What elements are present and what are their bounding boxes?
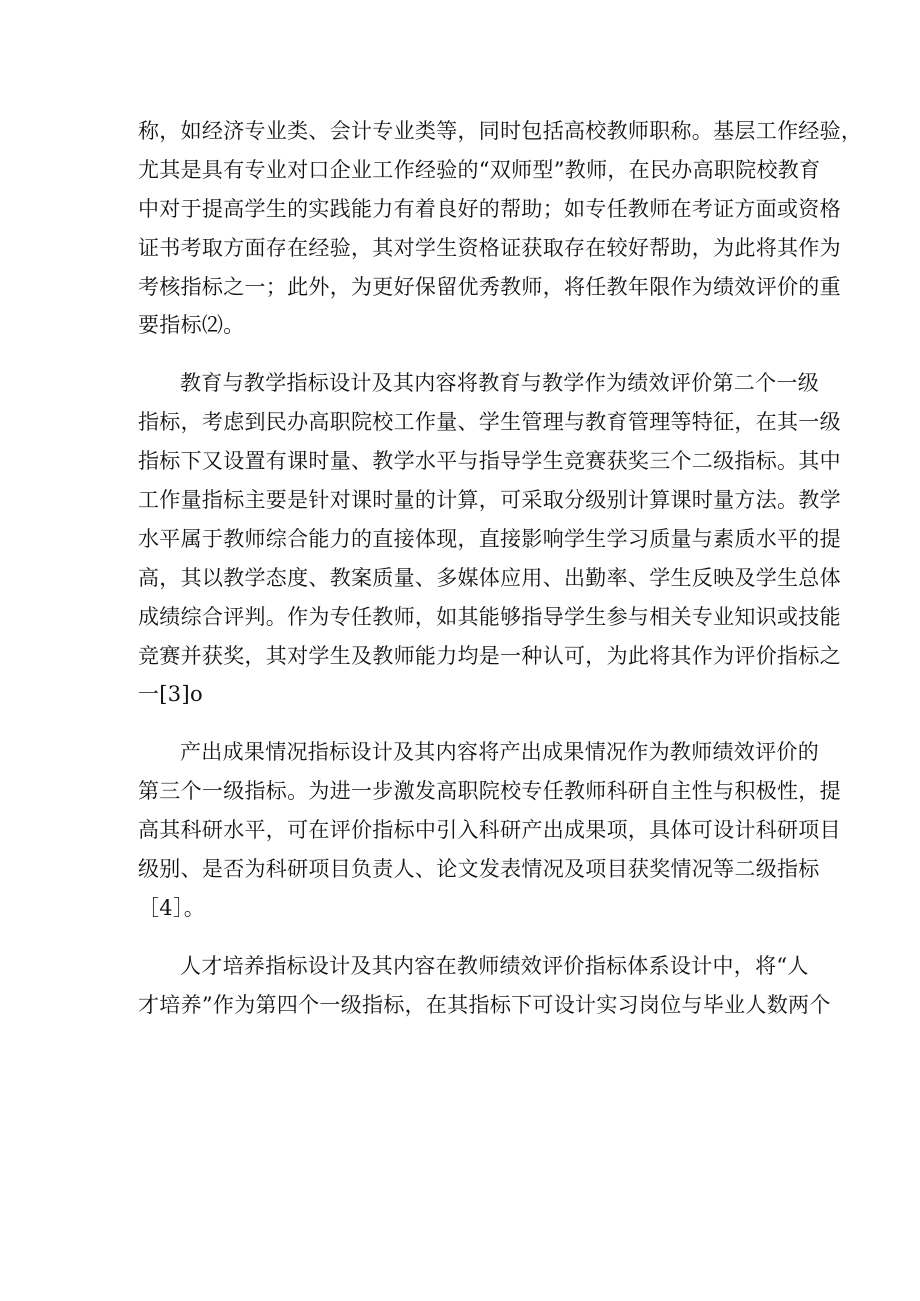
text-line: 要指标⑵。 <box>138 313 245 338</box>
text-line: 工作量指标主要是针对课时量的计算，可采取分级别计算课时量方法。教学 <box>138 488 841 513</box>
text-line: 第三个一级指标。为进一步激发高职院校专任教师科研自主性与积极性，提 <box>138 779 841 804</box>
body-text <box>138 112 863 1044</box>
paragraph-4 <box>138 947 831 1025</box>
text-line: 称，如经济专业类、会计专业类等，同时包括高校教师职称。基层工作经验， <box>138 119 863 143</box>
text-line: 才培养”作为第四个一级指标，在其指标下可设计实习岗位与毕业人数两个 <box>138 992 831 1017</box>
text-line: 一[3]o <box>138 682 203 707</box>
text-line: ［4］。 <box>138 895 206 920</box>
text-line: 指标，考虑到民办高职院校工作量、学生管理与教育管理等特征，在其一级 <box>138 410 841 435</box>
text-line: 中对于提高学生的实践能力有着良好的帮助；如专任教师在考证方面或资格 <box>138 196 841 221</box>
text-line: 人才培养指标设计及其内容在教师绩效评价指标体系设计中，将“人 <box>180 953 809 978</box>
text-line: 水平属于教师综合能力的直接体现，直接影响学生学习质量与素质水平的提 <box>138 526 841 551</box>
paragraph-3 <box>138 733 841 927</box>
text-line: 竞赛并获奖，其对学生及教师能力均是一种认可，为此将其作为评价指标之 <box>138 643 841 668</box>
paragraph-1 <box>138 112 863 345</box>
text-line: 产出成果情况指标设计及其内容将产出成果情况作为教师绩效评价的 <box>180 740 819 765</box>
text-line: 尤其是具有专业对口企业工作经验的“双师型”教师，在民办高职院校教育 <box>138 157 821 182</box>
text-line: 证书考取方面存在经验，其对学生资格证获取存在较好帮助，为此将其作为 <box>138 235 841 260</box>
text-line: 级别、是否为科研项目负责人、论文发表情况及项目获奖情况等二级指标 <box>138 857 820 882</box>
paragraph-2 <box>138 364 841 714</box>
text-line: 考核指标之一；此外，为更好保留优秀教师，将任教年限作为绩效评价的重 <box>138 274 841 299</box>
text-line: 指标下又设置有课时量、教学水平与指导学生竞赛获奖三个二级指标。其中 <box>138 449 841 474</box>
text-line: 成绩综合评判。作为专任教师，如其能够指导学生参与相关专业知识或技能 <box>138 604 841 629</box>
text-line: 教育与教学指标设计及其内容将教育与教学作为绩效评价第二个一级 <box>180 371 819 396</box>
text-line: 高，其以教学态度、教案质量、多媒体应用、出勤率、学生反映及学生总体 <box>138 565 841 590</box>
text-line: 高其科研水平，可在评价指标中引入科研产出成果项，具体可设计科研项目 <box>138 818 841 843</box>
